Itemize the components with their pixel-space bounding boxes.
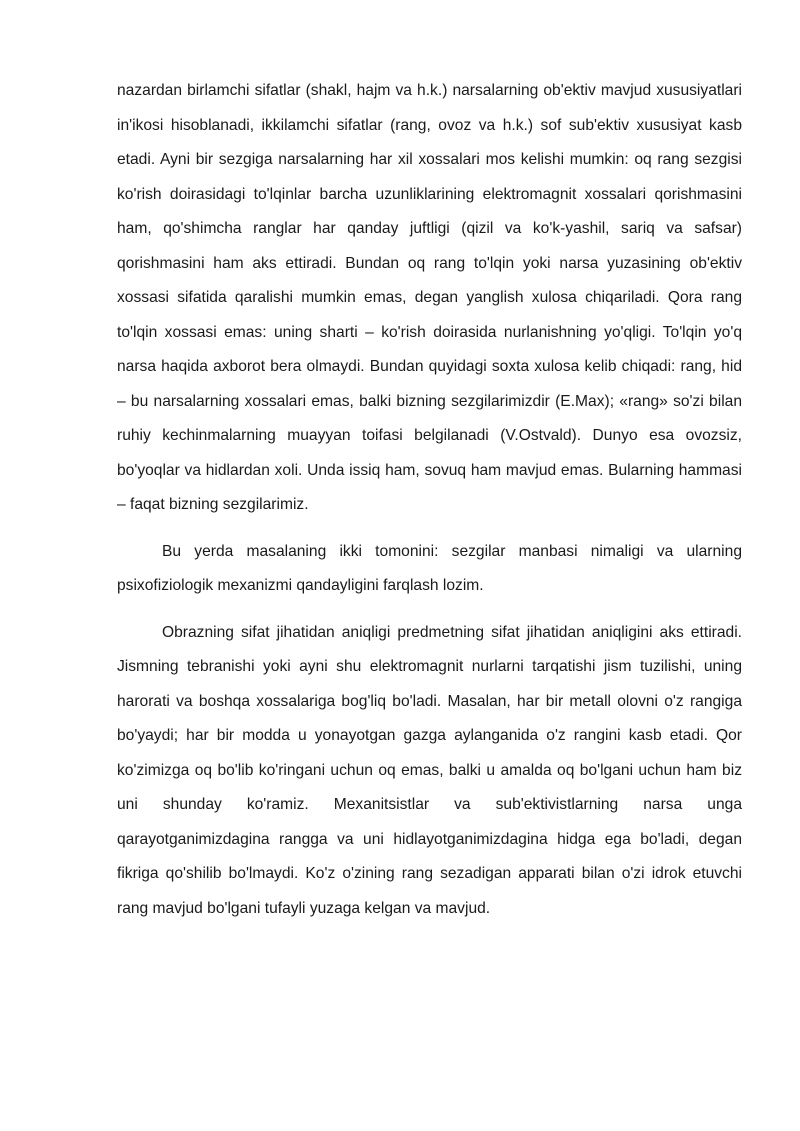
paragraph-3: Obrazning sifat jihatidan aniqligi predmetning sifat jihatidan aniqligini aks ettiradi. Jismning tebranishi yoki ayni shu elektromagnit nurlarni tarqatishi jism tuzilishi, uning harorati va boshqa xossalariga bog'liq bo'ladi. Masalan, har bir metall olovni o'z rangiga bo'yaydi; har bir modda u yonayotgan gazga aylanganida o'z rangini kasb etadi. Qor ko'zimizga oq bo'lib ko'ringani uchun oq emas, balki u amalda oq bo'lgani uchun ham biz uni shunday ko'ramiz. Mexanitsistlar va sub'ektivistlarning narsa unga qarayotganimizdagina rangga va uni hidlayotganimizdagina hidga ega bo'ladi, degan fikriga qo'shilib bo'lmaydi. Ko'z o'zining rang sezadigan apparati bilan o'zi idrok etuvchi rang mavjud bo'lgani tufayli yuzaga kelgan va mavjud. xyxy=(117,623,742,917)
paragraph-1: nazardan birlamchi sifatlar (shakl, hajm va h.k.) narsalarning ob'ektiv mavjud xususiyatlari in'ikosi hisoblanadi, ikkilamchi sifatlar (rang, ovoz va h.k.) sof sub'ektiv xususiyat kasb etadi. Ayni bir sezgiga narsalarning har xil xossalari mos kelishi mumkin: oq rang sezgisi ko'rish doirasidagi to'lqinlar barcha uzunliklarining elektromagnit xossalari qorishmasini ham, qo'shimcha ranglar har qanday juftligi (qizil va ko'k-yashil, sariq va safsar) qorishmasini ham aks ettiradi. Bundan oq rang to'lqin yoki narsa yuzasining ob'ektiv xossasi sifatida qaralishi mumkin emas, degan yanglish xulosa chiqariladi. Qora rang to'lqin xossasi emas: uning sharti – ko'rish doirasida nurlanishning yo'qligi. To'lqin yo'q narsa haqida axborot bera olmaydi. Bundan quyidagi soxta xulosa kelib chiqadi: rang, hid – bu narsalarning xossalari emas, balki bizning sezgilarimizdir (E.Max); «rang» so'zi bilan ruhiy kechinmalarning muayyan toifasi belgilanadi (V.Ostvald). Dunyo esa ovozsiz, bo'yoqlar va hidlardan xoli. Unda issiq ham, sovuq ham mavjud emas. Bularning hammasi – faqat bizning sezgilarimiz. xyxy=(117,82,742,513)
page-body xyxy=(117,74,742,926)
paragraph-2: Bu yerda masalaning ikki tomonini: sezgilar manbasi nimaligi va ularning psixofiziologik mexanizmi qandayligini farqlash lozim. xyxy=(117,542,742,594)
